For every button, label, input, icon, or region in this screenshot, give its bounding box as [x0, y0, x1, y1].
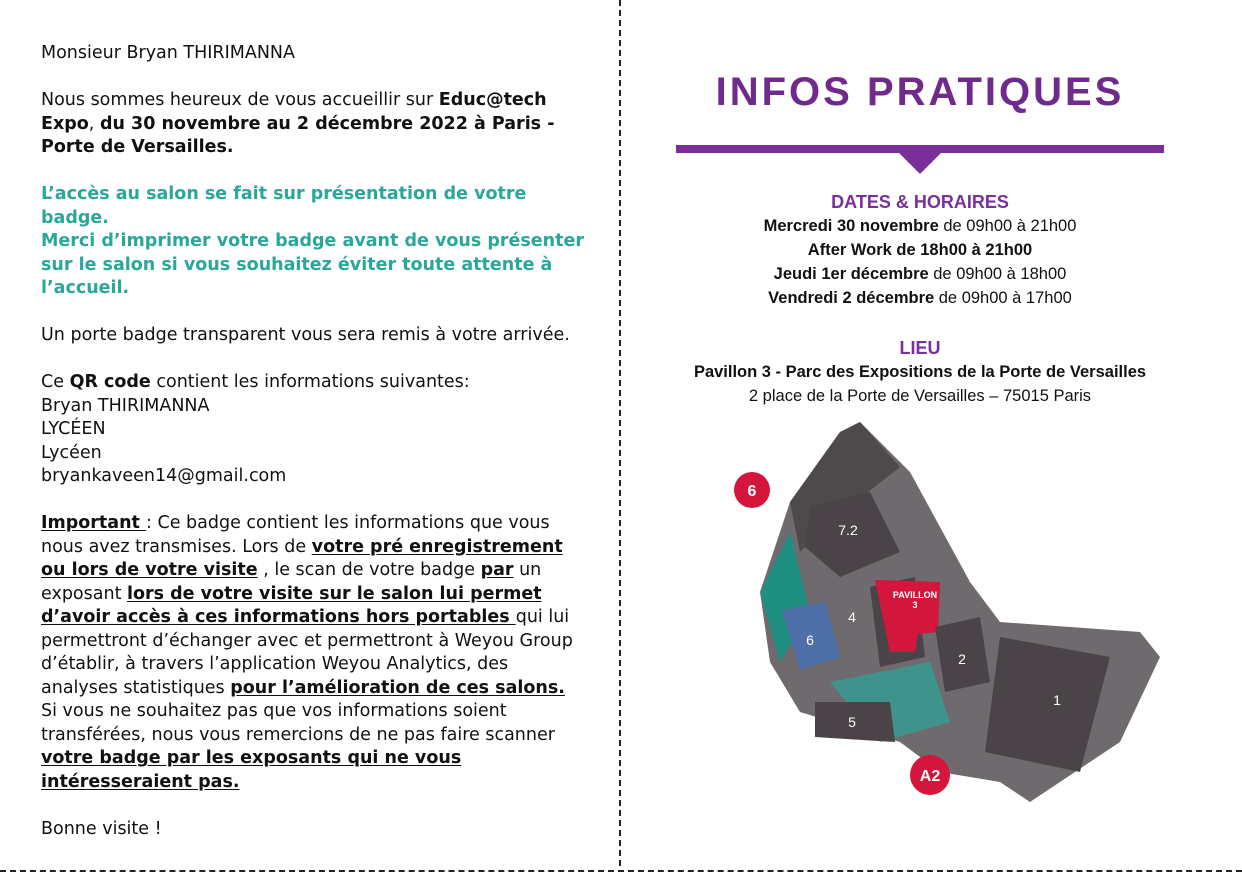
metro-6-label: 6 [747, 483, 757, 500]
hall-4-label: 4 [848, 609, 856, 625]
infos-title: INFOS PRATIQUES [715, 70, 1125, 114]
closing: Bonne visite ! [41, 818, 162, 839]
hall-72-label: 7.2 [838, 522, 858, 538]
pavilion-3-number: 3 [912, 600, 918, 610]
event-name: Educ@tech Expo [41, 90, 547, 134]
lieu-address: 2 place de la Porte de Versailles – 75015 Paris [748, 387, 1092, 405]
qr-category: LYCÉEN [41, 419, 106, 439]
afterwork-text: After Work de 18h00 à 21h00 [807, 241, 1033, 259]
tram-a2-label: A2 [919, 768, 941, 785]
day-1 [640, 214, 1200, 238]
lieu-title: LIEU [899, 338, 941, 358]
important-text-5: Si vous ne souhaitez pas que vos informations soient transférées, nous vous remercions de ne pas faire scanner [41, 701, 555, 745]
horizontal-cut-line [0, 870, 1242, 872]
intro-sep: , [88, 113, 100, 134]
day-2-hours: de 09h00 à 18h00 [928, 265, 1067, 283]
event-dates: du 30 novembre au 2 décembre 2022 à Paris - Porte de Versailles. [41, 113, 555, 157]
important-underline-2: par [480, 560, 514, 580]
qr-suffix: contient les informations suivantes: [150, 372, 470, 392]
access-notice: L’accès au salon se fait sur présentation de votre badge. [41, 184, 527, 228]
hall-1-label: 1 [1053, 692, 1061, 708]
badge-holder-note: Un porte badge transparent vous sera remis à votre arrivée. [41, 325, 570, 345]
important-text-2: , le scan de votre badge [257, 560, 481, 580]
qr-email: bryankaveen14@gmail.com [41, 466, 287, 486]
venue-map-svg [700, 412, 1180, 812]
qr-role: Lycéen [41, 442, 102, 463]
letter-panel [41, 42, 586, 841]
intro-prefix: Nous sommes heureux de vous accueillir sur [41, 90, 439, 110]
qr-name: Bryan THIRIMANNA [41, 395, 210, 416]
important-underline-5: votre badge par les exposants qui ne vous intéresseraient pas. [41, 748, 462, 792]
hall-6-label: 6 [806, 632, 814, 648]
important-text-3: un exposant [41, 560, 542, 604]
important-underline-3: lors de votre visite sur le salon lui permet d’avoir accès à ces informations hors portables [41, 583, 542, 627]
lieu-name [640, 360, 1200, 384]
vertical-cut-line [619, 0, 621, 866]
qr-prefix: Ce [41, 372, 70, 392]
day-2-date: Jeudi 1er décembre [773, 265, 929, 283]
print-badge-notice: Merci d’imprimer votre badge avant de vous présenter sur le salon si vous souhaitez éviter toute attente à l’accueil. [41, 231, 584, 298]
pavilion-3-label: PAVILLON [892, 590, 938, 600]
lieu-section [640, 336, 1200, 408]
afterwork [640, 238, 1200, 262]
hall-5-label: 5 [848, 714, 856, 730]
day-3 [640, 286, 1200, 310]
greeting: Monsieur Bryan THIRIMANNA [41, 43, 295, 63]
day-1-hours: de 09h00 à 21h00 [938, 217, 1077, 235]
important-paragraph [41, 512, 586, 794]
day-2 [640, 262, 1200, 286]
qr-intro [41, 371, 586, 395]
dates-title: DATES & HORAIRES [831, 192, 1009, 212]
title-arrow-icon [898, 152, 942, 174]
important-label: Important [41, 513, 147, 533]
day-3-hours: de 09h00 à 17h00 [934, 289, 1072, 307]
important-underline-1: votre pré enregistrement ou lors de votre visite [41, 536, 563, 580]
dates-section [640, 190, 1200, 310]
venue-map [700, 412, 1180, 812]
important-text-4: qui lui permettront d’échanger avec et permettront à Weyou Group d’établir, à travers l’application Weyou Analytics, des analyses statistiques [41, 607, 573, 698]
day-1-date: Mercredi 30 novembre [763, 217, 939, 235]
lieu-name-text: Pavillon 3 - Parc des Expositions de la Porte de Versailles [693, 363, 1147, 381]
intro-paragraph [41, 89, 586, 160]
important-underline-4: pour l’amélioration de ces salons. [230, 677, 565, 698]
qr-code-label: QR code [69, 372, 151, 392]
day-3-date: Vendredi 2 décembre [768, 289, 935, 307]
hall-2-label: 2 [958, 651, 966, 667]
important-text-1: : Ce badge contient les informations que vous nous avez transmises. Lors de [41, 513, 550, 557]
